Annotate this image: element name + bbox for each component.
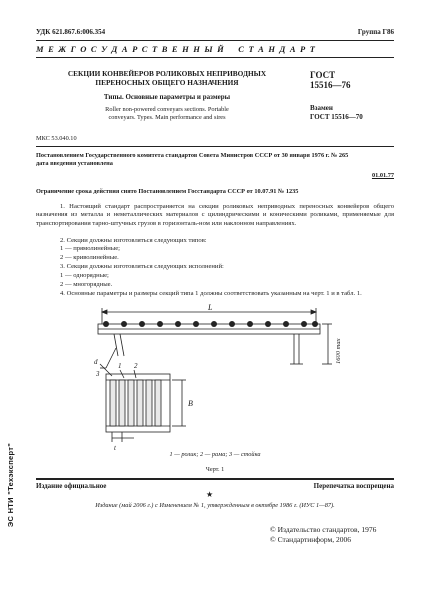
- paragraph-3: 3. Секции должны изготовляться следующих исполнений:: [60, 263, 224, 270]
- copyright-2006: © Стандартинформ, 2006: [270, 535, 352, 544]
- udk-code: УДК 621.867.6:006.354: [36, 28, 106, 36]
- decree-line1: Постановлением Государственного комитета стандартов Совета Министров СССР от 30 января 1976 г. № 265: [36, 152, 349, 159]
- title-ru-line1: СЕКЦИИ КОНВЕЙЕРОВ РОЛИКОВЫХ НЕПРИВОДНЫХ: [67, 69, 267, 78]
- official-edition: Издание официальное: [36, 482, 107, 490]
- footer-rule: [36, 478, 394, 480]
- header-rule-bottom: [36, 57, 394, 58]
- title-ru-line2: ПЕРЕНОСНЫХ ОБЩЕГО НАЗНАЧЕНИЯ: [95, 78, 239, 87]
- paragraph-3-item-2: 2 — многорядные.: [60, 281, 113, 288]
- paragraph-2-item-1: 1 — прямолинейные;: [60, 245, 120, 252]
- label-2: 2: [134, 362, 138, 370]
- gost-number: 15516—76: [310, 80, 351, 90]
- leg-left: [114, 334, 118, 356]
- label-B: B: [188, 399, 193, 408]
- decree-line2: дата введения установлена: [36, 160, 113, 167]
- replaces-value: ГОСТ 15516—70: [310, 113, 363, 121]
- standard-banner: М Е Ж Г О С У Д А Р С Т В Е Н Н Ы Й С Т А Н Д А Р Т: [36, 44, 317, 54]
- paragraph-4: 4. Основные параметры и размеры секций типа 1 должны соответствовать указанным на черт. 1 и в табл. 1.: [60, 290, 362, 297]
- title-en-line2: conveyars. Types. Main performance and sires: [108, 114, 226, 121]
- replaces-label: Взамен: [310, 104, 333, 112]
- group-code: Группа Г86: [357, 28, 394, 36]
- copyright-1976: © Издательство стандартов, 1976: [270, 525, 377, 534]
- header-rule-top: [36, 40, 394, 41]
- label-H: 1600 max: [335, 338, 342, 364]
- reprint-notice: Перепечатка воспрещена: [313, 482, 394, 490]
- paragraph-2: 2. Секции должны изготовляться следующих типов:: [60, 237, 207, 244]
- title-subtitle: Типы. Основные параметры и размеры: [103, 93, 231, 101]
- mks-code: МКС 53.040.10: [36, 135, 77, 142]
- label-d: d: [94, 358, 98, 366]
- conveyor-drawing: [90, 304, 370, 452]
- star-icon: ★: [206, 490, 214, 499]
- roller-plan: [110, 380, 116, 426]
- paragraph-3-item-1: 1 — однорядные;: [60, 272, 109, 279]
- side-stamp: ЭС НТИ "Техэксперт": [6, 442, 15, 528]
- title-en-line1: Roller non-powered conveyars sections. Portable: [105, 106, 229, 113]
- label-3: 3: [96, 370, 100, 378]
- label-t: t: [114, 444, 116, 452]
- decree-rule: [36, 146, 394, 147]
- label-1: 1: [118, 362, 122, 370]
- limit-note: Ограничение срока действия снято Постановлением Госстандарта СССР от 10.07.91 № 1235: [36, 188, 299, 195]
- paragraph-2-item-2: 2 — криволинейные.: [60, 254, 119, 261]
- label-L: L: [208, 304, 213, 312]
- edition-note: Издание (май 2006 г.) с Изменением № 1, утвержденным в октябре 1986 г. (ИУС 1—87).: [95, 502, 335, 509]
- gost-label: ГОСТ: [310, 70, 336, 80]
- figure-caption: Черт. 1: [205, 466, 225, 473]
- figure-legend: 1 — ролик; 2 — рама; 3 — стойка: [169, 451, 261, 458]
- paragraph-1: 1. Настоящий стандарт распространяется на секции роликовых неприводных переносных конвейеров общего назначения из металла и неметаллических материалов с цилиндрическими и коническими роликами, применяемые для транспортирования тарно-штучных грузов в горизонталь-ном или наклонном направлениях.: [36, 203, 394, 227]
- decree-date: 01.01.77: [371, 172, 394, 179]
